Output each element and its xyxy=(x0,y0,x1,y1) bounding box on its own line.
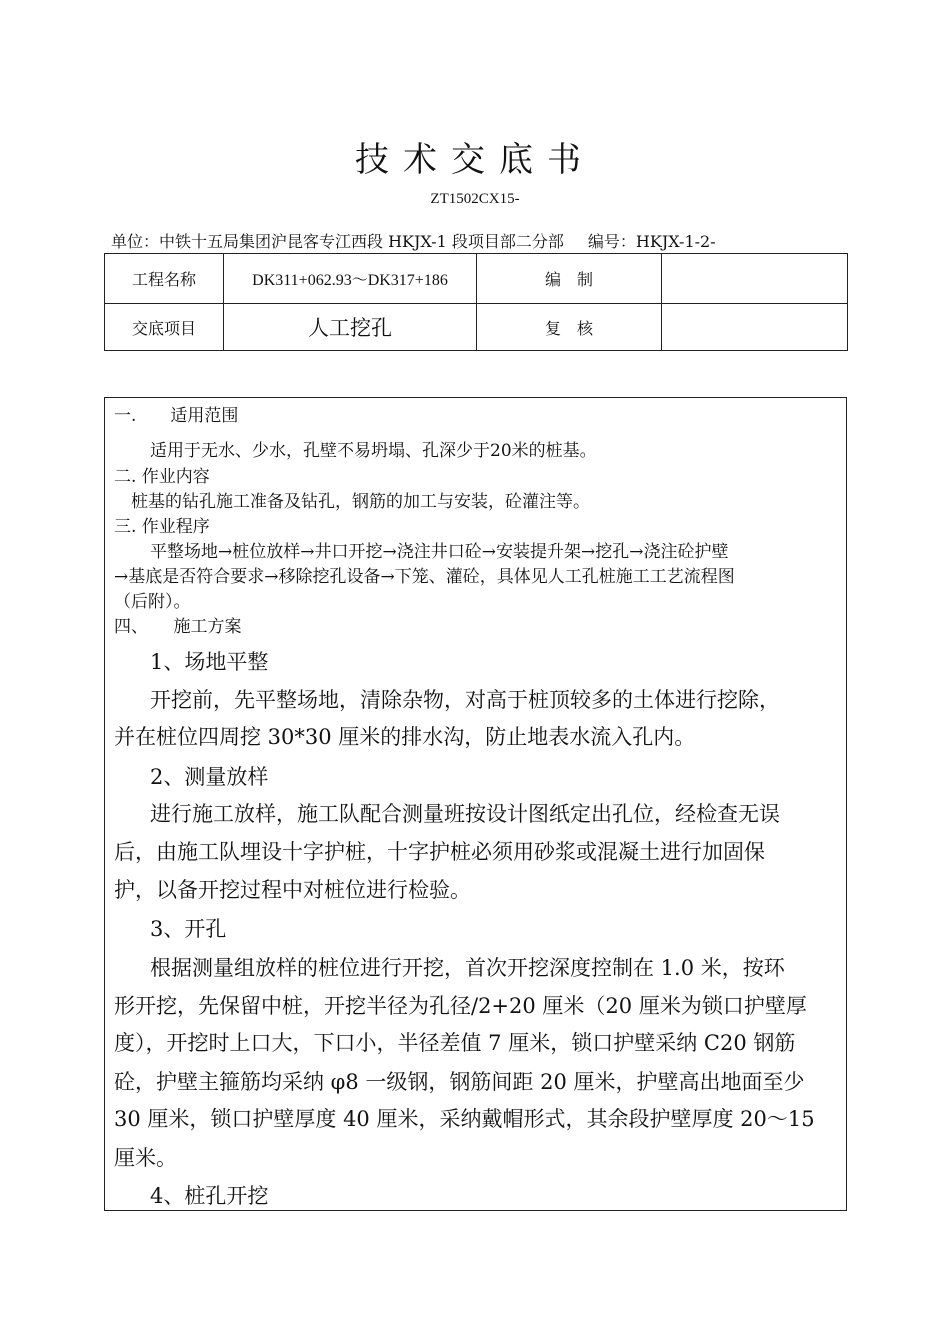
project-name-value: DK311+062.93～DK317+186 xyxy=(224,254,477,304)
item-value: 人工挖孔 xyxy=(224,304,477,351)
paragraph-line: 开挖前，先平整场地，清除杂物，对高于桩顶较多的土体进行挖除， xyxy=(150,688,780,712)
document-number: 编号：HKJX-1-2- xyxy=(587,232,716,251)
document-title: 技术交底书 xyxy=(355,140,595,180)
section-heading: 三. 作业程序 xyxy=(114,517,210,537)
unit-text: 单位：中铁十五局集团沪昆客专江西段 HKJX-1 段项目部二分部 xyxy=(111,232,564,251)
subsection-heading: 3、开孔 xyxy=(150,917,227,941)
section-heading: 二. 作业内容 xyxy=(114,467,210,487)
review-label: 复 核 xyxy=(477,304,662,351)
paragraph-line: 平整场地→桩位放样→井口开挖→浇注井口砼→安装提升架→挖孔→浇注砼护壁 xyxy=(150,542,729,562)
paragraph-line: 度），开挖时上口大，下口小，半径差值 7 厘米，锁口护壁采纳 C20 钢筋 xyxy=(114,1031,796,1055)
section-heading: 一. 适用范围 xyxy=(114,406,239,426)
paragraph-line: 砼，护壁主箍筋均采纳 φ8 一级钢，钢筋间距 20 厘米，护壁高出地面至少 xyxy=(114,1070,805,1094)
project-name-label: 工程名称 xyxy=(105,254,224,304)
compile-label: 编 制 xyxy=(477,254,662,304)
subsection-heading: 4、桩孔开挖 xyxy=(150,1184,269,1208)
paragraph: 桩基的钻孔施工准备及钻孔，钢筋的加工与安装，砼灌注等。 xyxy=(131,492,590,512)
paragraph: 适用于无水、少水，孔壁不易坍塌、孔深少于20米的桩基。 xyxy=(150,441,597,461)
paragraph-line: →基底是否符合要求→移除挖孔设备→下笼、灌砼，具体见人工孔桩施工工艺流程图 xyxy=(114,567,735,587)
item-label: 交底项目 xyxy=(105,304,224,351)
paragraph-line: 护，以备开挖过程中对桩位进行检验。 xyxy=(114,878,471,902)
compile-value xyxy=(662,254,848,304)
paragraph-line: 厘米。 xyxy=(114,1146,177,1170)
info-table xyxy=(104,253,848,351)
section-heading: 四、 施工方案 xyxy=(114,617,242,637)
paragraph-line: 根据测量组放样的桩位进行开挖，首次开挖深度控制在 1.0 米，按环 xyxy=(150,956,785,980)
subsection-heading: 2、测量放样 xyxy=(150,765,269,789)
paragraph-line: 并在桩位四周挖 30*30 厘米的排水沟，防止地表水流入孔内。 xyxy=(114,725,696,749)
paragraph-line: 进行施工放样，施工队配合测量班按设计图纸定出孔位，经检查无误 xyxy=(150,802,780,826)
unit-line xyxy=(111,229,716,252)
review-value xyxy=(662,304,848,351)
paragraph-line: （后附）。 xyxy=(114,592,191,612)
paragraph-line: 形开挖，先保留中桩，开挖半径为孔径/2+20 厘米（20 厘米为锁口护壁厚 xyxy=(114,994,807,1018)
document-code: ZT1502CX15- xyxy=(430,191,520,207)
subsection-heading: 1、场地平整 xyxy=(150,650,269,674)
paragraph-line: 后，由施工队埋设十字护桩，十字护桩必须用砂浆或混凝土进行加固保 xyxy=(114,840,765,864)
paragraph-line: 30 厘米，锁口护壁厚度 40 厘米，采纳戴帽形式，其余段护壁厚度 20～15 xyxy=(114,1107,815,1131)
content-box xyxy=(104,397,847,1211)
